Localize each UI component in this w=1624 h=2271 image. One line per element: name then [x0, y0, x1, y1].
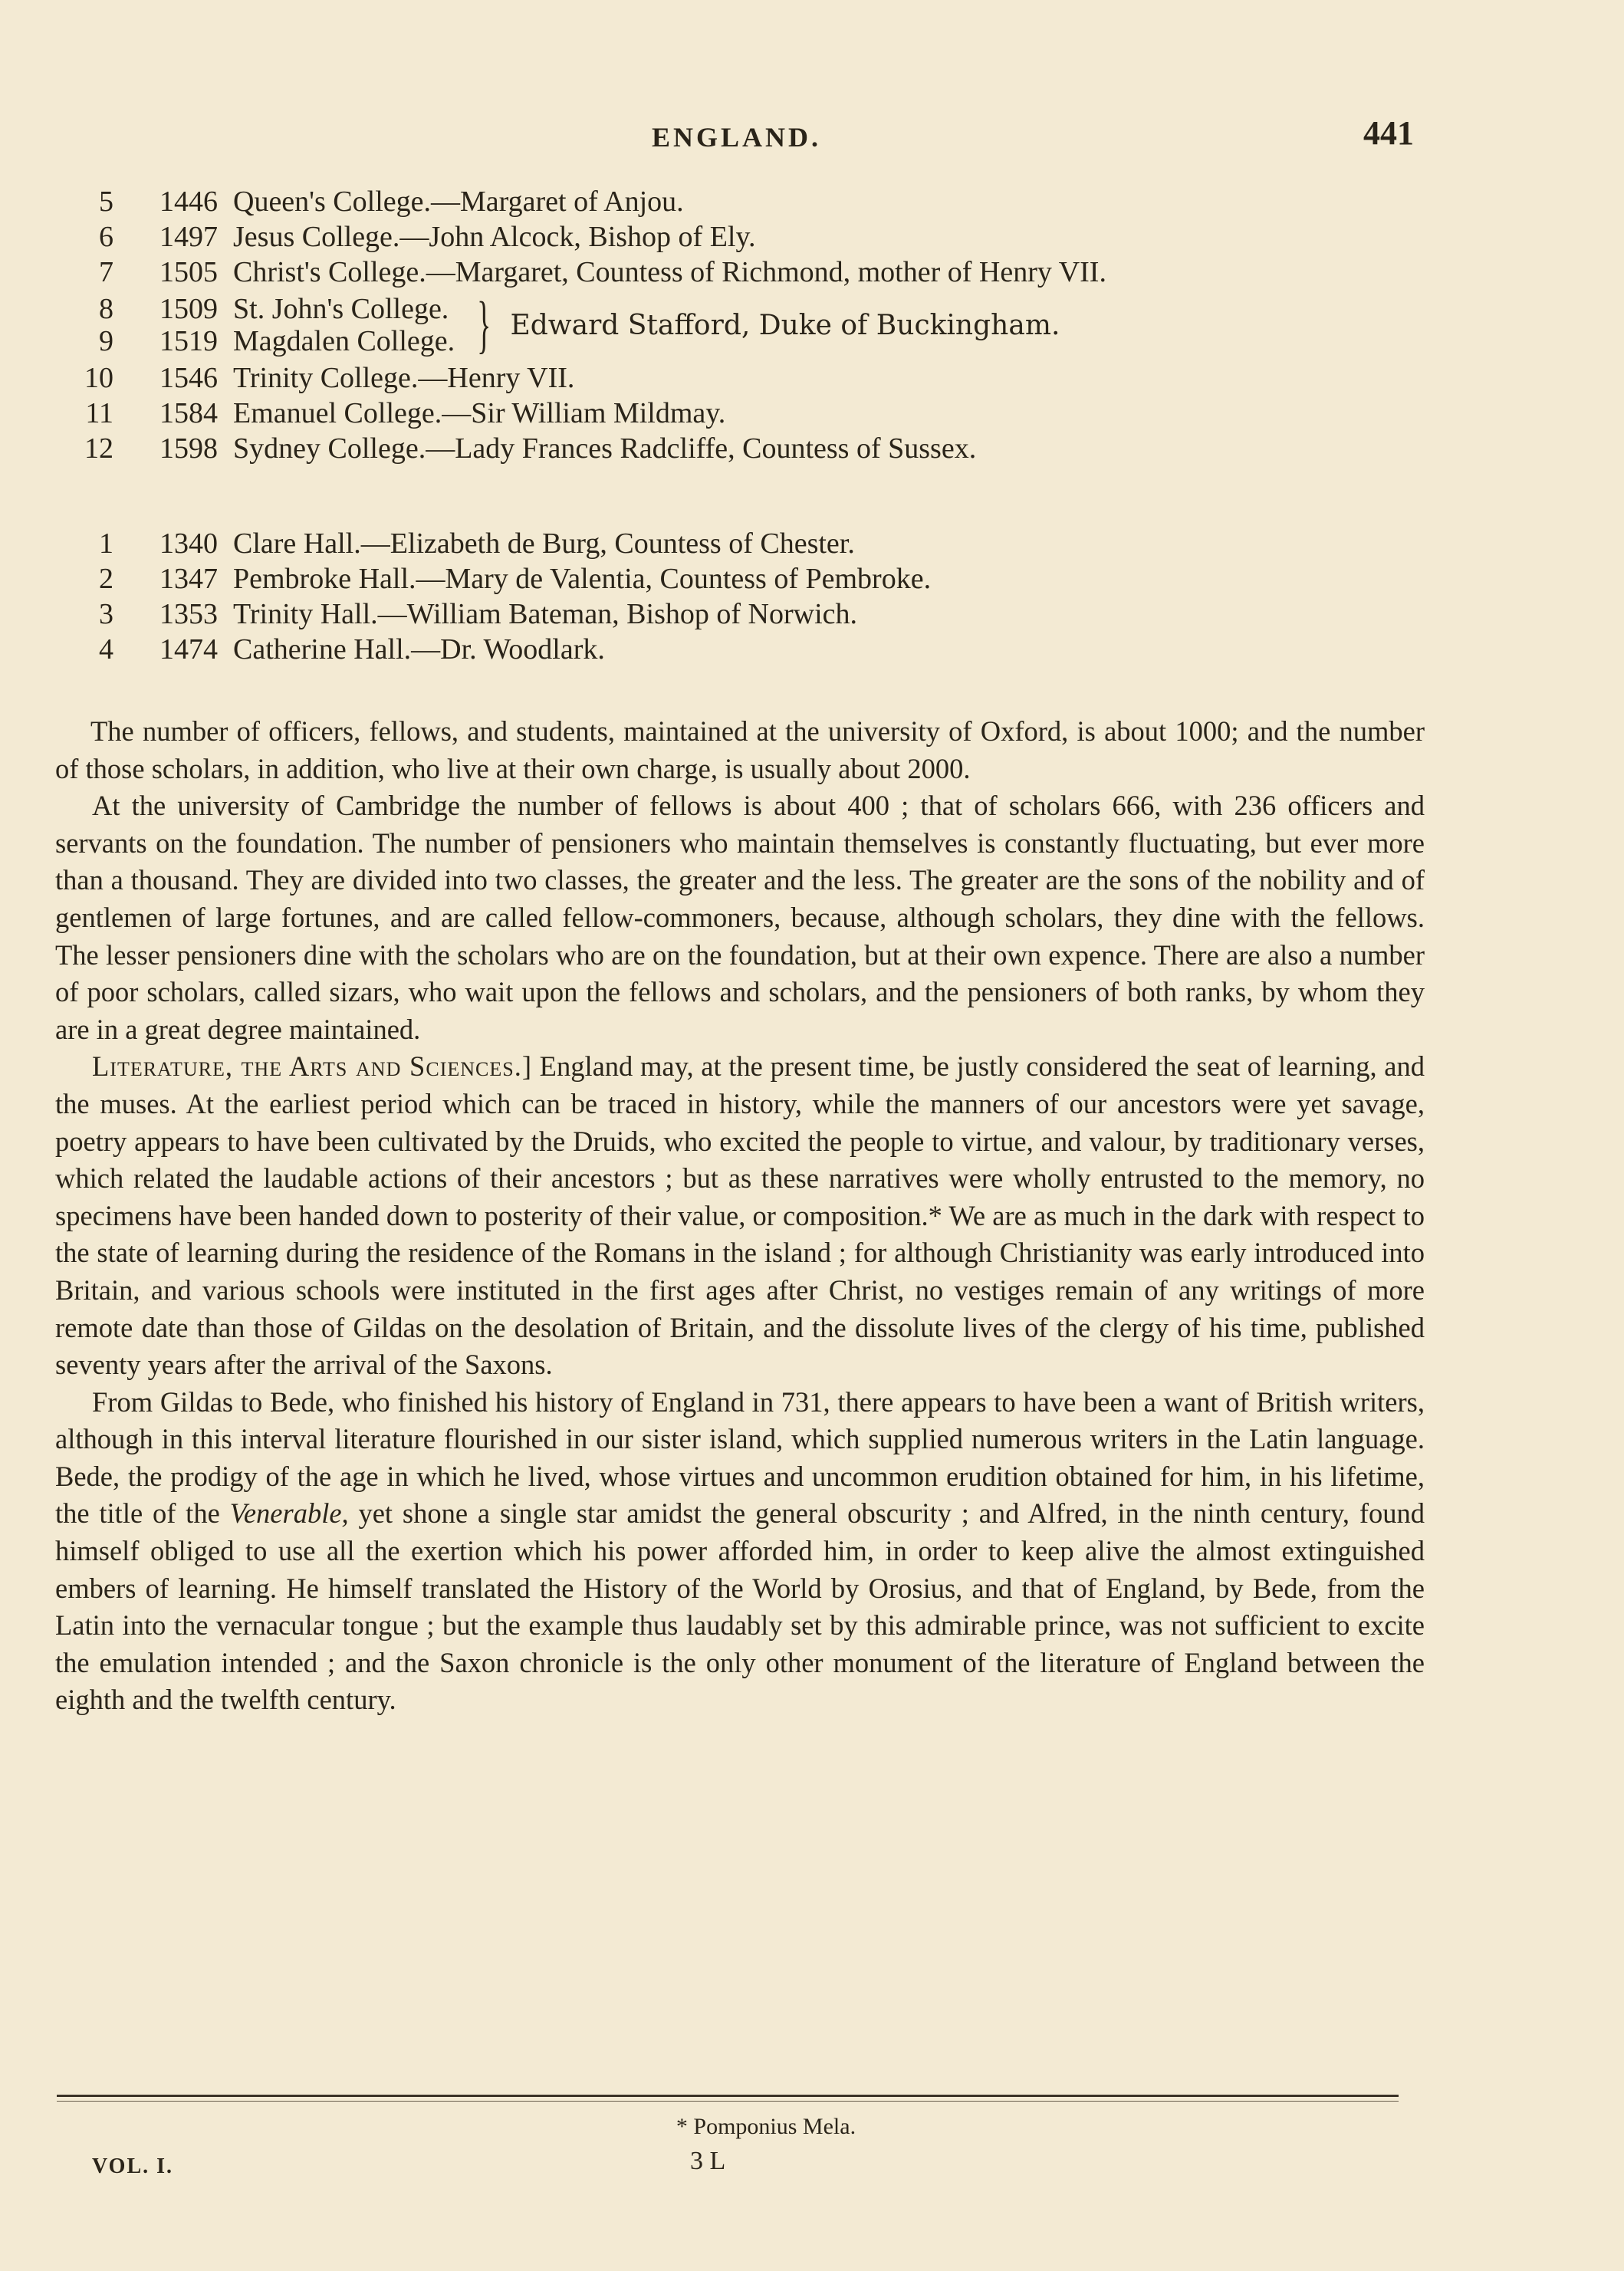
- item-year: 1505: [159, 256, 218, 288]
- item-year: 1509: [159, 293, 218, 325]
- footnote-rule: [57, 2095, 1399, 2097]
- item-number: 7: [99, 256, 113, 288]
- running-head: [0, 114, 1624, 159]
- item-year: 1598: [159, 432, 218, 465]
- list-item: [74, 184, 1454, 219]
- item-text: Queen's College.—Margaret of Anjou.: [233, 186, 684, 218]
- item-text: Emanuel College.—Sir William Mildmay.: [233, 397, 726, 429]
- body-text: [55, 713, 1425, 1719]
- item-year: 1584: [159, 397, 218, 429]
- item-text: Jesus College.—John Alcock, Bishop of Ely.: [233, 221, 756, 253]
- signature-mark: 3 L: [690, 2147, 726, 2175]
- volume-mark: VOL. I.: [92, 2154, 174, 2178]
- list-item: [74, 293, 455, 325]
- item-number: 12: [84, 432, 113, 465]
- item-number: 2: [99, 563, 113, 595]
- footnote-rule-thin: [57, 2101, 1399, 2102]
- list-item: [74, 597, 1454, 632]
- paragraph: [55, 1048, 1425, 1383]
- item-year: 1497: [159, 221, 218, 253]
- italic-term: Venerable,: [229, 1497, 349, 1530]
- item-number: 9: [99, 325, 113, 357]
- list-item: [74, 325, 455, 357]
- list-item: [74, 431, 1454, 466]
- item-text: Christ's College.—Margaret, Countess of Richmond, mother of Henry VII.: [233, 256, 1106, 288]
- item-year: 1353: [159, 598, 218, 630]
- list-item: [74, 219, 1454, 255]
- footnote-text: * Pomponius Mela.: [676, 2114, 856, 2139]
- paragraph: At the university of Cambridge the number of fellows is about 400 ; that of scholars 666, with 236 officers and servants on the foundation. The number of pensioners who maintain themselves is constantly fluctuating, but ever more than a thousand. They are divided into two classes, the greater and the less. The greater are the sons of the nobility and of gentlemen of large fortunes, and are called fellow-commoners, because, although scholars, they dine with the fellows. The lesser pensioners dine with the scholars who are on the foundation, but at their own expence. There are also a number of poor scholars, called sizars, who wait upon the fellows and scholars, and the pensioners of both ranks, by whom they are in a great degree maintained.: [55, 790, 1425, 1045]
- list-item: [74, 360, 1454, 396]
- list-item: [74, 255, 1454, 290]
- halls-list: [74, 526, 1454, 667]
- item-year: 1340: [159, 527, 218, 560]
- item-text: Clare Hall.—Elizabeth de Burg, Countess of Chester.: [233, 527, 855, 560]
- item-number: 11: [85, 397, 113, 429]
- item-text: Trinity Hall.—William Bateman, Bishop of Norwich.: [233, 598, 857, 630]
- item-text: Sydney College.—Lady Frances Radcliffe, Countess of Sussex.: [233, 432, 977, 465]
- item-number: 8: [99, 293, 113, 325]
- list-item: [74, 561, 1454, 597]
- paragraph: The number of officers, fellows, and students, maintained at the university of Oxford, is about 1000; and the number of those scholars, in addition, who live at their own charge, is usually about 2000.: [55, 715, 1425, 784]
- braced-colleges: [74, 290, 1454, 360]
- list-item: [74, 396, 1454, 431]
- item-number: 4: [99, 633, 113, 666]
- paragraph-text: yet shone a single star amidst the general obscurity ; and Alfred, in the ninth century, found himself obliged to use all the exertion which his power afforded him, in order to keep alive the almost extinguished embers of learning. He himself translated the History of the World by Orosius, and that of England, by Bede, from the Latin into the vernacular tongue ; but the example thus laudably set by this admirable prince, was not sufficient to excite the emulation intended ; and the Saxon chronicle is the only other monument of the literature of England between the eighth and the twelfth century.: [55, 1497, 1425, 1716]
- paragraph-text: From Gildas to Bede, who finished his history of England in 731, there appears to have been a want of British writers, although in this interval literature flourished in our sister island, which supplied numerous writers in the Latin language. Bede, the prodigy of the age in which he lived, whose virtues and uncommon erudition obtained for him, in his lifetime, the title of the: [55, 1385, 1425, 1530]
- item-number: 5: [99, 186, 113, 218]
- paragraph-text: England may, at the present time, be justly considered the seat of learning, and the muses. At the earliest period which can be traced in history, while the manners of our ancestors were yet savage, poetry appears to have been cultivated by the Druids, who excited the people to virtue, and valour, by traditionary verses, which related the laudable actions of their ancestors ; but as these narratives were wholly entrusted to the memory, no specimens have been handed down to posterity of their value, or composition.* We are as much in the dark with respect to the state of learning during the residence of the Romans in the island ; for although Christianity was early introduced into Britain, and various schools were instituted in the first ages after Christ, no vestiges remain of any writings of more remote date than those of Gildas on the desolation of Britain, and the dissolute lives of the clergy of his time, published seventy years after the arrival of the Saxons.: [55, 1050, 1425, 1381]
- item-text: Magdalen College.: [233, 325, 455, 357]
- item-year: 1519: [159, 325, 218, 357]
- brace-glyph: }: [477, 289, 491, 360]
- page-number: 441: [1363, 114, 1414, 152]
- footnote: [0, 2114, 1624, 2140]
- item-number: 10: [84, 362, 113, 394]
- item-number: 6: [99, 221, 113, 253]
- item-text: St. John's College.: [233, 293, 449, 325]
- item-year: 1347: [159, 563, 218, 595]
- list-item: [74, 632, 1454, 667]
- item-text: Trinity College.—Henry VII.: [233, 362, 575, 394]
- item-year: 1446: [159, 186, 218, 218]
- item-number: 1: [99, 527, 113, 560]
- item-number: 3: [99, 598, 113, 630]
- item-text: Pembroke Hall.—Mary de Valentia, Countess of Pembroke.: [233, 563, 932, 595]
- item-year: 1474: [159, 633, 218, 666]
- braced-founder: Edward Stafford, Duke of Buckingham.: [510, 309, 1060, 341]
- item-year: 1546: [159, 362, 218, 394]
- college-list: [74, 184, 1454, 466]
- running-title: ENGLAND.: [652, 122, 822, 153]
- paragraph: [55, 1384, 1425, 1719]
- item-text: Catherine Hall.—Dr. Woodlark.: [233, 633, 605, 666]
- list-item: [74, 526, 1454, 561]
- section-heading: Literature, the Arts and Sciences.]: [92, 1050, 532, 1083]
